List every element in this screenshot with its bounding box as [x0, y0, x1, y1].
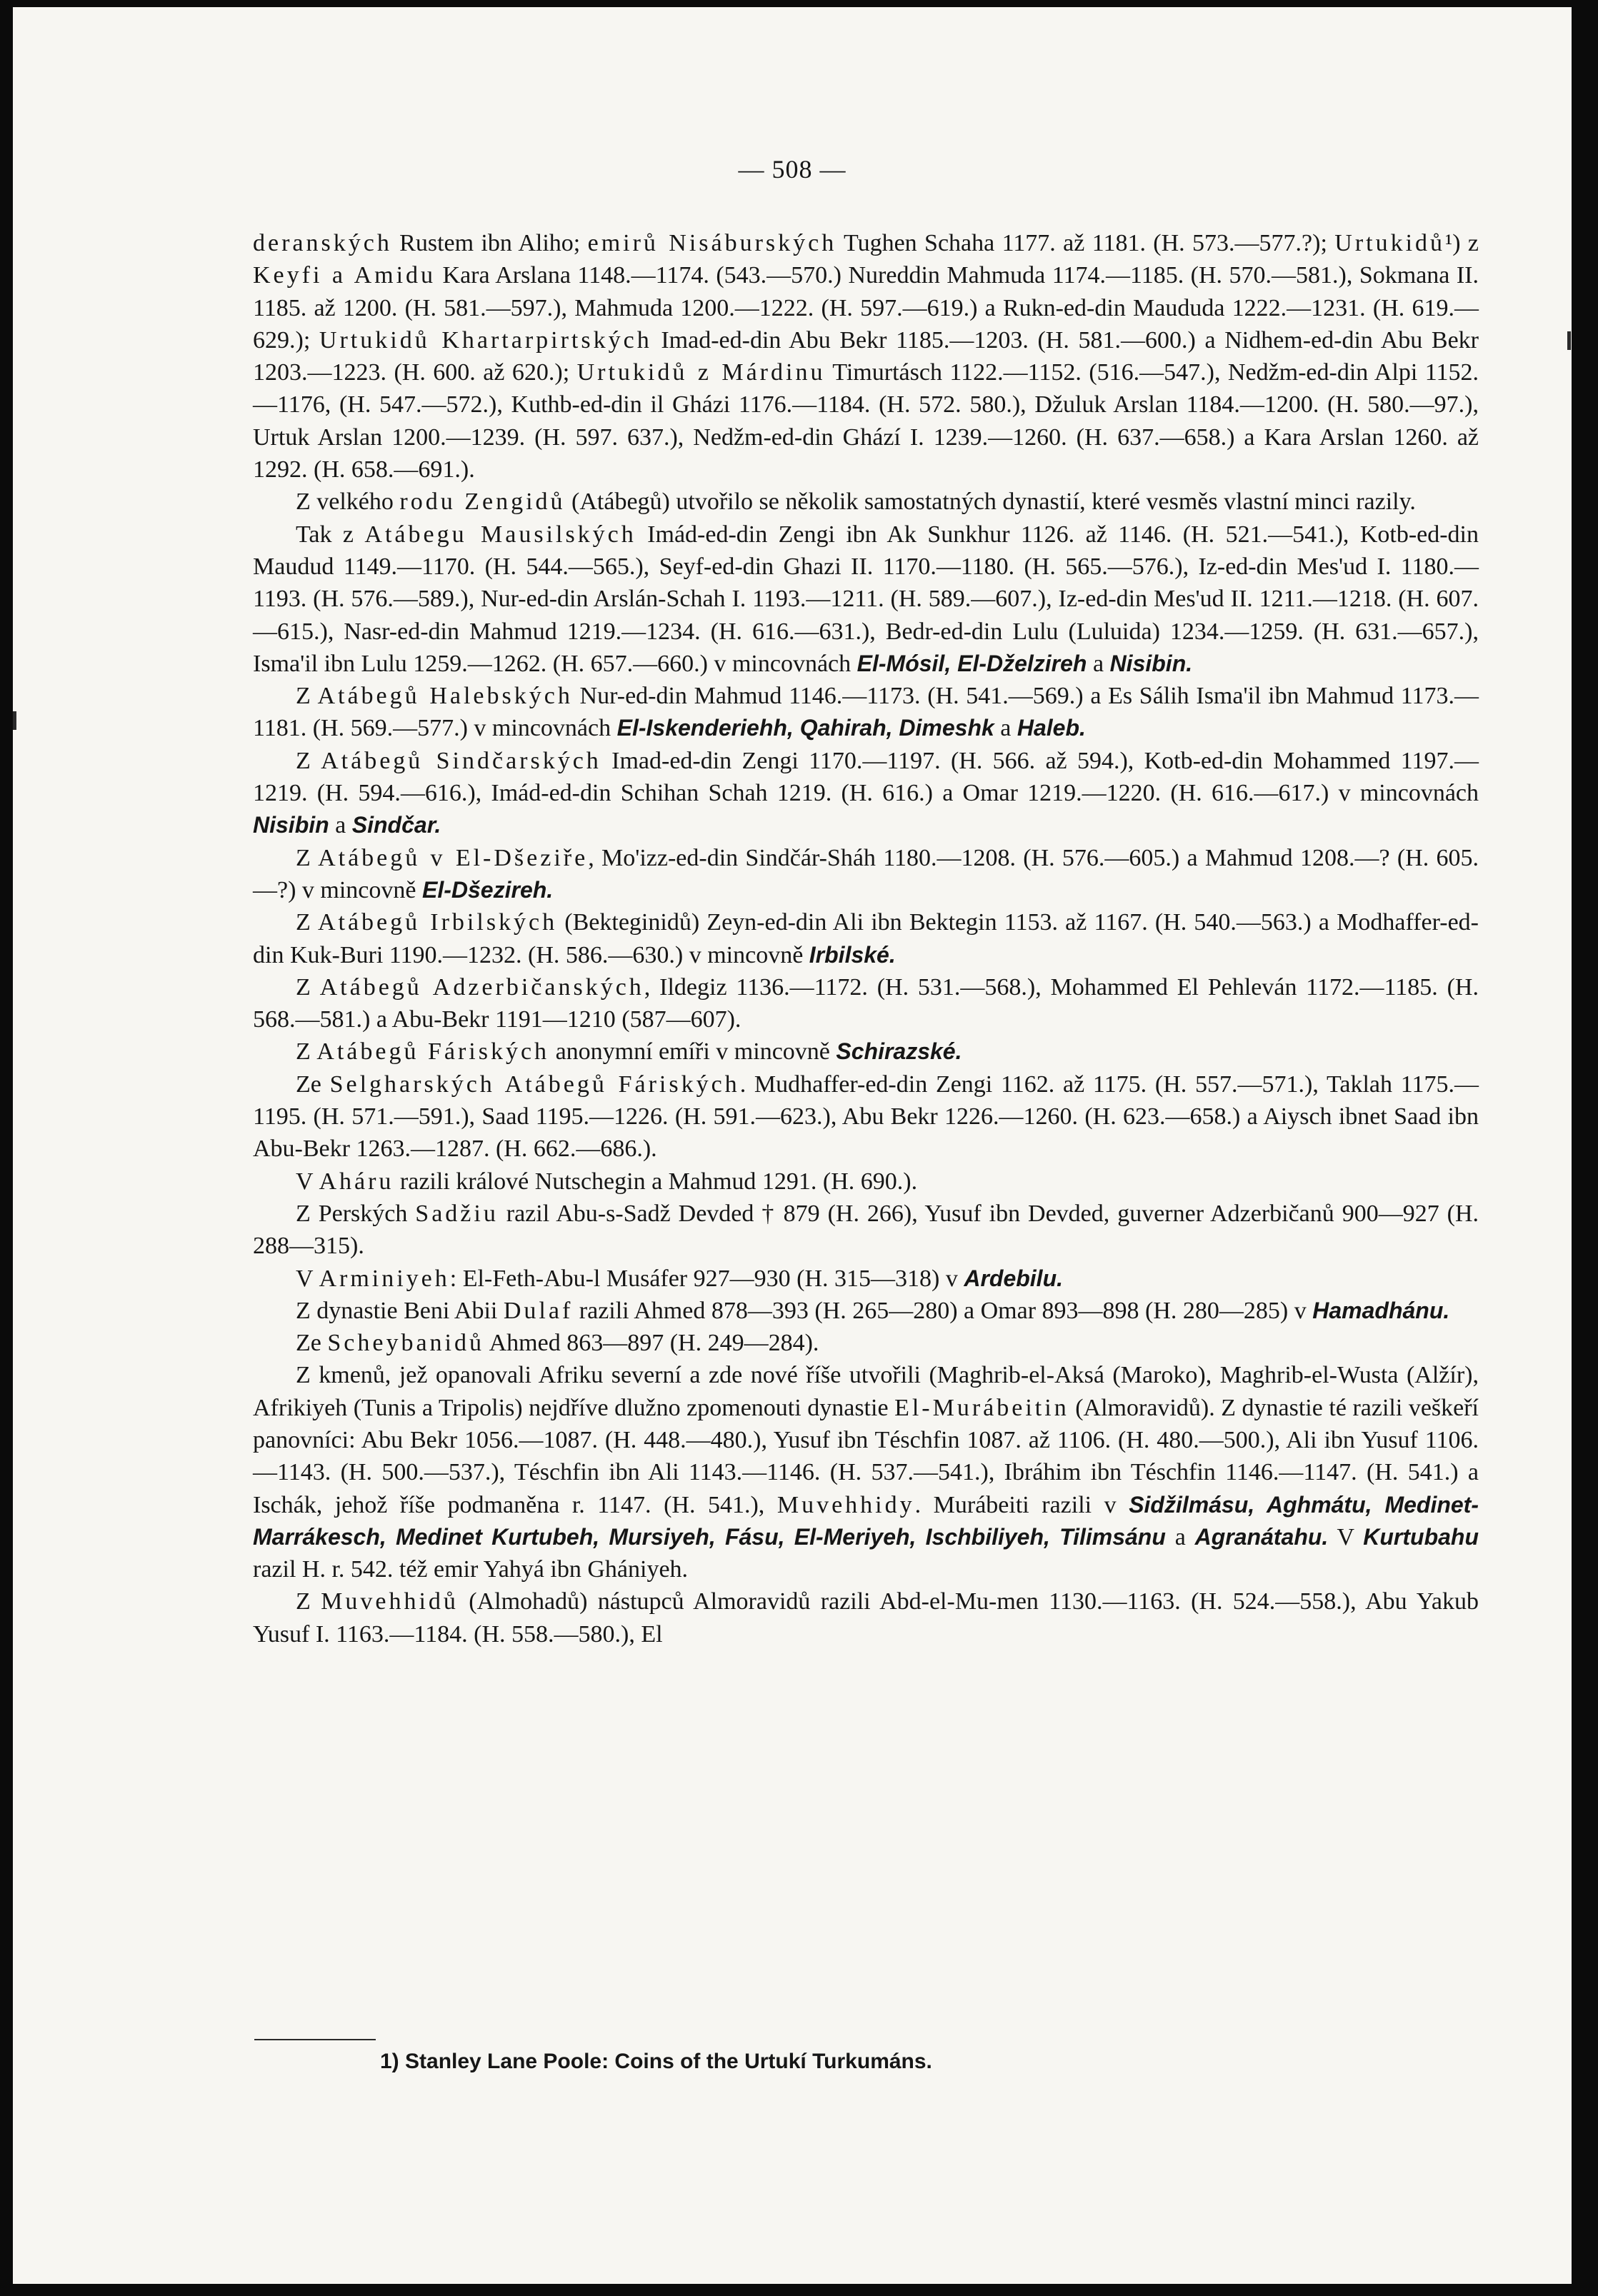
text-run: Z velkého: [296, 488, 400, 516]
text-run: Z Perských: [296, 1200, 416, 1227]
paragraph: [253, 1068, 1479, 1165]
text-run: (Almoravidů). Z dynastie té razili veškeří panovníci: Abu Bekr 1056.—1087. (H. 448.—480.), Yusuf ibn Téschfin 1087. až 1106. (H. 480.—500.), Ali ibn Yusuf 1106.—1143. (H. 500.—537.), Téschfin ibn Ali 1143.—1146. (H. 537.—541.), Ibráhim ibn Téschfin 1146.—1147. (H. 541.) a Ischák, jehož říše podmaněna r. 1147. (H. 541.),: [253, 1394, 1479, 1518]
margin-mark: [1567, 331, 1571, 350]
paragraph: [253, 227, 1479, 486]
footnote-rule: [254, 2039, 376, 2040]
spaced-name: Muvehhidů: [321, 1588, 459, 1615]
text-run: Z: [296, 683, 318, 710]
text-run: (Almohadů) nástupců Almoravidů razili Abd-el-Mu-men 1130.—1163. (H. 524.—558.), Abu Yakub Yusuf I. 1163.—1184. (H. 558.—580.), El: [253, 1588, 1479, 1648]
spaced-name: Muvehhidy: [776, 1491, 915, 1518]
text-run: Z: [296, 973, 320, 1001]
paragraph: [253, 842, 1479, 907]
spaced-name: deranských: [253, 230, 392, 256]
spaced-name: Scheybanidů: [327, 1330, 484, 1357]
text-run: Ahmed 863—897 (H. 249—284).: [484, 1330, 819, 1357]
spaced-name: Dulaf: [503, 1297, 574, 1324]
spaced-name: Atábegů Irbilských: [317, 909, 558, 936]
text-run: razil H. r. 542. též emir Yahyá ibn Ghániyeh.: [253, 1556, 689, 1583]
place-name: Hamadhánu.: [1312, 1297, 1450, 1323]
text-run: Rustem ibn Aliho;: [391, 230, 588, 256]
text-run: razili králové Nutschegin a Mahmud 1291. (H. 690.).: [394, 1168, 918, 1195]
text-run: Z kmenů, jež opanovali Afriku severní a zde nové říše utvořili (Maghrib-el-Aksá (Maroko), Maghrib-el-Wusta (Alžír), Afrikiyeh (Tunis a Tripolis) nejdříve dlužno zpomenouti dynastie: [253, 1362, 1479, 1421]
paragraph: [253, 1359, 1479, 1585]
paragraph: [253, 680, 1479, 745]
paragraph: [253, 1263, 1479, 1295]
footnote: 1) Stanley Lane Poole: Coins of the Urtukí Turkumáns.: [380, 2050, 932, 2073]
paragraph: [253, 1295, 1479, 1327]
spaced-name: Atábegů Halebských: [317, 683, 573, 710]
text-run: Kara Arslana 1148.—1174. (543.—570.) Nureddin Mahmuda 1174.—1185. (H. 570.—581.), Sokmana II. 1185. až 1200. (H. 581.—597.), Mahmuda 1200.—1222. (H. 597.—619.) a Rukn-ed-din Maududa 1222.—1231. (H. 619.—629.);: [253, 262, 1479, 354]
spaced-name: Atábegů Sindčarských: [321, 747, 601, 774]
text-run: V: [1328, 1523, 1364, 1550]
place-name: Nisibin: [253, 812, 329, 838]
text-run: a: [1087, 650, 1110, 677]
place-name: Nisibin.: [1109, 650, 1193, 676]
text-run: razili Ahmed 878—393 (H. 265—280) a Omar 893—898 (H. 280—285) v: [573, 1297, 1313, 1324]
text-run: Imad-ed-din Abu Bekr 1185.—1203. (H. 581.—600.) a Nidhem-ed-din Abu Bekr 1203.—1223. (H. 600. až 620.);: [253, 326, 1479, 386]
text-run: anonymní emíři v mincovně: [549, 1038, 837, 1066]
spaced-name: Urtukidů z Márdinu: [576, 359, 826, 386]
spaced-name: Atábegů v El-Dšeziře: [318, 844, 589, 871]
margin-mark: [13, 711, 16, 730]
spaced-name: Urtukidů: [1334, 230, 1446, 256]
text-run: Timurtásch 1122.—1152. (516.—547.), Nedžm-ed-din Alpi 1152.—1176, (H. 547.—572.), Kuthb-ed-din il Gházi 1176.—1184. (H. 572. 580.), Džuluk Arslan 1184.—1200. (H. 580.—97.), Urtuk Arslan 1200.—1239. (H. 597. 637.), Nedžm-ed-din Ghází I. 1239.—1260. (H. 637.—658.) a Kara Arslan 1260. až 1292. (H. 658.—691.).: [253, 359, 1479, 483]
text-run: Ze: [296, 1330, 328, 1357]
text-run: Nur-ed-din Mahmud 1146.—1173. (H. 541.—569.) a Es Sálih Isma'il ibn Mahmud 1173.—1181. (H. 569.—577.) v mincovnách: [253, 683, 1479, 742]
spaced-name: Keyfi a Amidu: [253, 262, 436, 289]
spaced-name: El-Murábeitin: [894, 1394, 1069, 1421]
spaced-name: emirů Nisáburských: [587, 230, 837, 256]
text-run: Tughen Schaha 1177. až 1181. (H. 573.—577.?);: [837, 230, 1335, 256]
text-run: V: [296, 1265, 319, 1292]
paragraph: [253, 745, 1479, 842]
text-run: Z: [296, 844, 319, 871]
paragraph: [253, 971, 1479, 1036]
spaced-name: rodu Zengidů: [399, 488, 566, 516]
spaced-name: Atábegu Mausilských: [364, 521, 636, 548]
spaced-name: Atábegů Adzerbičanských: [319, 973, 644, 1001]
place-name: Ardebilu.: [964, 1265, 1063, 1291]
text-run: Z dynastie Beni Abii: [296, 1297, 504, 1324]
body-text: [253, 227, 1479, 1650]
spaced-name: Atábegů Fáriských: [316, 1038, 550, 1066]
text-run: . Murábeiti razili v: [914, 1491, 1129, 1518]
text-run: Z: [296, 1588, 321, 1615]
text-run: Z: [296, 1038, 317, 1066]
place-name: Sidžilmásu, Aghmátu, Medinet-Marrákesch, Medinet Kurtubeh, Mursiyeh, Fásu, El-Meriyeh, Ischbiliyeh, Tilimsánu: [253, 1491, 1479, 1550]
text-run: a: [1165, 1523, 1195, 1550]
text-run: ¹) z: [1445, 230, 1479, 256]
place-name: Kurtubahu: [1363, 1523, 1479, 1550]
text-run: (Bekteginidů) Zeyn-ed-din Ali ibn Bektegin 1153. až 1167. (H. 540.—563.) a Modhaffer-ed-din Kuk-Buri 1190.—1232. (H. 586.—630.) v mincovně: [253, 909, 1479, 968]
spaced-name: Aháru: [319, 1168, 394, 1195]
place-name: El-Mósil, El-Dželzireh: [857, 650, 1087, 676]
paragraph: [253, 486, 1479, 518]
text-run: Ze: [296, 1071, 330, 1098]
scanned-page: [13, 7, 1572, 2284]
text-run: Imad-ed-din Zengi 1170.—1197. (H. 566. až 594.), Kotb-ed-din Mohammed 1197.—1219. (H. 594.—616.), Imád-ed-din Schihan Schah 1219. (H. 616.) a Omar 1219.—1220. (H. 616.—617.) v mincovnách: [253, 747, 1479, 807]
text-run: V: [296, 1168, 319, 1195]
text-run: : El-Feth-Abu-l Musáfer 927—930 (H. 315—318) v: [449, 1265, 964, 1292]
spaced-name: Selgharských Atábegů Fáriských: [329, 1071, 740, 1098]
text-run: Tak z: [296, 521, 365, 548]
text-run: Z: [296, 909, 318, 936]
paragraph: [253, 1327, 1479, 1359]
place-name: Agranátahu.: [1194, 1523, 1329, 1550]
place-name: El-Iskenderiehh, Qahirah, Dimeshk: [616, 715, 994, 741]
text-run: (Atábegů) utvořilo se několik samostatných dynastií, které vesměs vlastní minci razily.: [565, 488, 1416, 516]
spaced-name: Arminiyeh: [319, 1265, 450, 1292]
place-name: Haleb.: [1017, 715, 1086, 741]
place-name: Irbilské.: [809, 941, 896, 968]
paragraph: [253, 1165, 1479, 1198]
text-run: . Mudhaffer-ed-din Zengi 1162. až 1175. (H. 557.—571.), Taklah 1175.—1195. (H. 571.—591.), Saad 1195.—1226. (H. 591.—623.), Abu Bekr 1226.—1260. (H. 623.—658.) a Aiysch ibnet Saad ibn Abu-Bekr 1263.—1287. (H. 662.—686.).: [253, 1071, 1479, 1163]
place-name: Schirazské.: [836, 1038, 962, 1065]
paragraph: [253, 1585, 1479, 1650]
spaced-name: Urtukidů Khartarpirtských: [319, 326, 652, 354]
paragraph: [253, 1036, 1479, 1068]
text-run: a: [994, 715, 1017, 742]
text-run: Imád-ed-din Zengi ibn Ak Sunkhur 1126. až 1146. (H. 521.—541.), Kotb-ed-din Maudud 1149.—1170. (H. 544.—565.), Seyf-ed-din Ghazi II. 1170.—1180. (H. 565.—576.), Iz-ed-din Mes'ud I. 1180.—1193. (H. 576.—589.), Nur-ed-din Arslán-Schah I. 1193.—1211. (H. 589.—607.), Iz-ed-din Mes'ud II. 1211.—1218. (H. 607.—615.), Nasr-ed-din Mahmud 1219.—1234. (H. 616.—631.), Bedr-ed-din Lulu (Luluida) 1234.—1259. (H. 631.—657.), Isma'il ibn Lulu 1259.—1262. (H. 657.—660.) v mincovnách: [253, 521, 1479, 677]
spaced-name: Sadžiu: [415, 1200, 499, 1227]
text-run: a: [329, 812, 352, 839]
paragraph: [253, 906, 1479, 971]
paragraph: [253, 1198, 1479, 1263]
text-run: , Mo'izz-ed-din Sindčár-Sháh 1180.—1208. (H. 576.—605.) a Mahmud 1208.—? (H. 605.—?) v mincovně: [253, 844, 1479, 903]
paragraph: [253, 518, 1479, 680]
text-run: razil Abu-s-Sadž Devded † 879 (H. 266), Yusuf ibn Devded, guverner Adzerbičanů 900—927 (H. 288—315).: [253, 1200, 1479, 1260]
place-name: Sindčar.: [351, 812, 441, 838]
text-run: Z: [296, 747, 321, 774]
place-name: El-Dšezireh.: [422, 876, 554, 903]
text-run: , Ildegiz 1136.—1172. (H. 531.—568.), Mohammed El Pehleván 1172.—1185. (H. 568.—581.) a Abu-Bekr 1191—1210 (587—607).: [253, 973, 1479, 1033]
page-number: — 508 —: [738, 155, 847, 184]
